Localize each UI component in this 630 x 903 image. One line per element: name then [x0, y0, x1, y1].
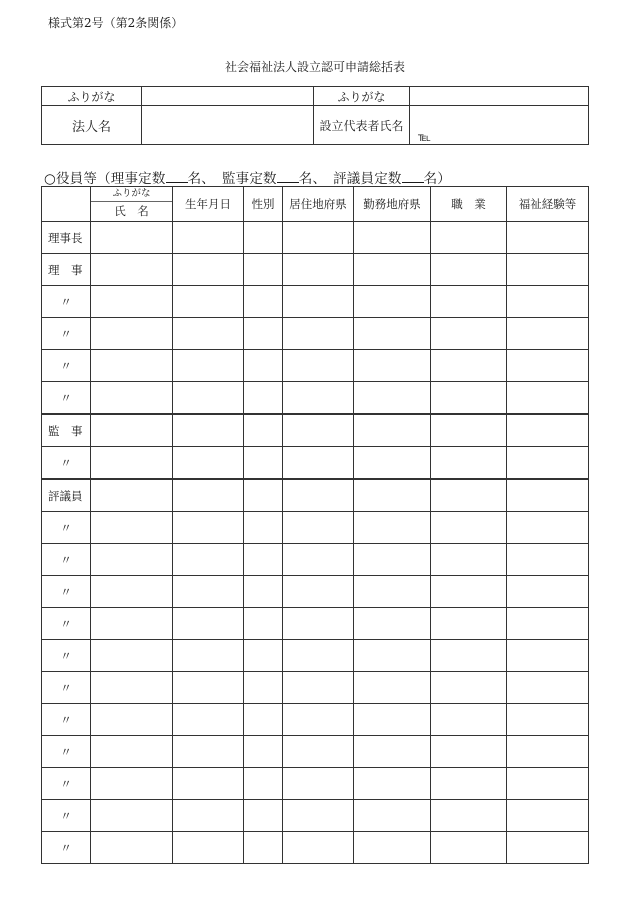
- name-header: [91, 187, 173, 222]
- welfare-experience-cell[interactable]: [507, 318, 589, 350]
- workplace-cell[interactable]: [354, 640, 431, 672]
- birthdate-cell[interactable]: [173, 800, 244, 832]
- sex-cell[interactable]: [244, 832, 283, 864]
- birthdate-cell[interactable]: [173, 832, 244, 864]
- corp-furigana-field[interactable]: [142, 87, 314, 106]
- sex-cell[interactable]: [244, 576, 283, 608]
- occupation-cell[interactable]: [431, 736, 507, 768]
- name-cell[interactable]: [91, 672, 173, 704]
- residence-cell[interactable]: [283, 350, 354, 382]
- occupation-cell[interactable]: [431, 254, 507, 286]
- officers-heading-suffix: 名）: [423, 171, 452, 187]
- sex-cell[interactable]: [244, 254, 283, 286]
- officers-rows: [42, 222, 589, 864]
- role-cell: 〃: [42, 832, 91, 864]
- founder-name-label: 設立代表者氏名: [314, 106, 410, 145]
- table-row: [42, 640, 589, 672]
- welfare-experience-cell[interactable]: [507, 672, 589, 704]
- residence-cell[interactable]: [283, 414, 354, 447]
- sex-header: 性別: [244, 187, 283, 222]
- birthdate-cell[interactable]: [173, 672, 244, 704]
- workplace-cell[interactable]: [354, 736, 431, 768]
- sex-cell[interactable]: [244, 350, 283, 382]
- officers-heading-mid1: 名、 監事定数: [187, 171, 277, 187]
- residence-cell[interactable]: [283, 544, 354, 576]
- occupation-cell[interactable]: [431, 832, 507, 864]
- table-row: [42, 222, 589, 254]
- welfare-experience-cell[interactable]: [507, 736, 589, 768]
- residence-cell[interactable]: [283, 286, 354, 318]
- table-row: [42, 318, 589, 350]
- name-cell[interactable]: [91, 447, 173, 480]
- name-cell[interactable]: [91, 286, 173, 318]
- sex-cell[interactable]: [244, 479, 283, 512]
- sex-cell[interactable]: [244, 704, 283, 736]
- welfare-experience-cell[interactable]: [507, 800, 589, 832]
- table-row: [42, 736, 589, 768]
- occupation-cell[interactable]: [431, 479, 507, 512]
- role-cell: 〃: [42, 382, 91, 415]
- birthdate-cell[interactable]: [173, 414, 244, 447]
- role-cell: 〃: [42, 286, 91, 318]
- birthdate-cell[interactable]: [173, 318, 244, 350]
- workplace-cell[interactable]: [354, 576, 431, 608]
- name-cell[interactable]: [91, 512, 173, 544]
- workplace-cell[interactable]: [354, 414, 431, 447]
- occupation-cell[interactable]: [431, 640, 507, 672]
- welfare-experience-cell[interactable]: [507, 576, 589, 608]
- sex-cell[interactable]: [244, 512, 283, 544]
- residence-cell[interactable]: [283, 608, 354, 640]
- table-row: [42, 544, 589, 576]
- sex-cell[interactable]: [244, 318, 283, 350]
- founder-furigana-label: ふりがな: [314, 87, 410, 106]
- sex-cell[interactable]: [244, 672, 283, 704]
- birthdate-cell[interactable]: [173, 544, 244, 576]
- name-cell[interactable]: [91, 382, 173, 415]
- birthdate-cell[interactable]: [173, 222, 244, 254]
- residence-cell[interactable]: [283, 447, 354, 480]
- sex-cell[interactable]: [244, 544, 283, 576]
- birthdate-cell[interactable]: [173, 736, 244, 768]
- name-cell[interactable]: [91, 544, 173, 576]
- role-cell: 〃: [42, 447, 91, 480]
- role-cell: 〃: [42, 640, 91, 672]
- name-cell[interactable]: [91, 254, 173, 286]
- occupation-cell[interactable]: [431, 608, 507, 640]
- occupation-cell[interactable]: [431, 576, 507, 608]
- role-cell: 〃: [42, 512, 91, 544]
- welfare-experience-header: 福祉経験等: [507, 187, 589, 222]
- workplace-cell[interactable]: [354, 800, 431, 832]
- welfare-experience-cell[interactable]: [507, 382, 589, 415]
- name-cell[interactable]: [91, 318, 173, 350]
- occupation-cell[interactable]: [431, 512, 507, 544]
- occupation-cell[interactable]: [431, 544, 507, 576]
- welfare-experience-cell[interactable]: [507, 479, 589, 512]
- sex-cell[interactable]: [244, 222, 283, 254]
- occupation-cell[interactable]: [431, 286, 507, 318]
- role-cell: 理 事: [42, 254, 91, 286]
- workplace-header: 勤務地府県: [354, 187, 431, 222]
- welfare-experience-cell[interactable]: [507, 286, 589, 318]
- workplace-cell[interactable]: [354, 254, 431, 286]
- welfare-experience-cell[interactable]: [507, 222, 589, 254]
- table-row: [42, 576, 589, 608]
- birthdate-cell[interactable]: [173, 254, 244, 286]
- role-cell: 〃: [42, 350, 91, 382]
- workplace-cell[interactable]: [354, 447, 431, 480]
- residence-cell[interactable]: [283, 512, 354, 544]
- residence-cell[interactable]: [283, 736, 354, 768]
- table-row: [42, 479, 589, 512]
- welfare-experience-cell[interactable]: [507, 414, 589, 447]
- birthdate-cell[interactable]: [173, 350, 244, 382]
- residence-cell[interactable]: [283, 576, 354, 608]
- workplace-cell[interactable]: [354, 544, 431, 576]
- workplace-cell[interactable]: [354, 672, 431, 704]
- role-cell: 〃: [42, 704, 91, 736]
- officers-table: [41, 186, 589, 864]
- role-cell: 〃: [42, 608, 91, 640]
- corp-info-table: [41, 86, 589, 145]
- birthdate-header: 生年月日: [173, 187, 244, 222]
- occupation-header: 職 業: [431, 187, 507, 222]
- residence-header: 居住地府県: [283, 187, 354, 222]
- officers-heading-mid2: 名、 評議員定数: [298, 171, 402, 187]
- occupation-cell[interactable]: [431, 800, 507, 832]
- workplace-cell[interactable]: [354, 318, 431, 350]
- workplace-cell[interactable]: [354, 286, 431, 318]
- welfare-experience-cell[interactable]: [507, 832, 589, 864]
- birthdate-cell[interactable]: [173, 704, 244, 736]
- name-cell[interactable]: [91, 576, 173, 608]
- name-cell[interactable]: [91, 608, 173, 640]
- corp-name-label: 法人名: [42, 106, 142, 145]
- workplace-cell[interactable]: [354, 832, 431, 864]
- founder-furigana-field[interactable]: [410, 87, 589, 106]
- workplace-cell[interactable]: [354, 222, 431, 254]
- table-row: [42, 608, 589, 640]
- welfare-experience-cell[interactable]: [507, 768, 589, 800]
- workplace-cell[interactable]: [354, 768, 431, 800]
- table-row: [42, 768, 589, 800]
- role-cell: 〃: [42, 318, 91, 350]
- table-row: [42, 704, 589, 736]
- residence-cell[interactable]: [283, 222, 354, 254]
- role-cell: 〃: [42, 800, 91, 832]
- birthdate-cell[interactable]: [173, 608, 244, 640]
- residence-cell[interactable]: [283, 640, 354, 672]
- role-cell: 監 事: [42, 414, 91, 447]
- role-cell: 理事長: [42, 222, 91, 254]
- table-row: [42, 512, 589, 544]
- table-row: [42, 672, 589, 704]
- corp-furigana-label: ふりがな: [42, 87, 142, 106]
- name-cell[interactable]: [91, 832, 173, 864]
- table-row: [42, 286, 589, 318]
- workplace-cell[interactable]: [354, 608, 431, 640]
- residence-cell[interactable]: [283, 800, 354, 832]
- occupation-cell[interactable]: [431, 672, 507, 704]
- role-cell: 〃: [42, 736, 91, 768]
- welfare-experience-cell[interactable]: [507, 640, 589, 672]
- table-row: [42, 350, 589, 382]
- occupation-cell[interactable]: [431, 768, 507, 800]
- occupation-cell[interactable]: [431, 447, 507, 480]
- role-cell: 〃: [42, 576, 91, 608]
- residence-cell[interactable]: [283, 318, 354, 350]
- table-row: [42, 382, 589, 415]
- occupation-cell[interactable]: [431, 350, 507, 382]
- name-cell[interactable]: [91, 736, 173, 768]
- birthdate-cell[interactable]: [173, 479, 244, 512]
- birthdate-cell[interactable]: [173, 768, 244, 800]
- role-cell: 評議員: [42, 479, 91, 512]
- table-row: [42, 254, 589, 286]
- founder-name-field[interactable]: [410, 106, 589, 145]
- birthdate-cell[interactable]: [173, 447, 244, 480]
- welfare-experience-cell[interactable]: [507, 704, 589, 736]
- sex-cell[interactable]: [244, 414, 283, 447]
- residence-cell[interactable]: [283, 479, 354, 512]
- corp-name-field[interactable]: [142, 106, 314, 145]
- sex-cell[interactable]: [244, 447, 283, 480]
- welfare-experience-cell[interactable]: [507, 512, 589, 544]
- residence-cell[interactable]: [283, 704, 354, 736]
- birthdate-cell[interactable]: [173, 576, 244, 608]
- workplace-cell[interactable]: [354, 382, 431, 415]
- officers-heading: [44, 167, 451, 187]
- name-cell[interactable]: [91, 350, 173, 382]
- table-row: [42, 447, 589, 480]
- sex-cell[interactable]: [244, 768, 283, 800]
- welfare-experience-cell[interactable]: [507, 608, 589, 640]
- birthdate-cell[interactable]: [173, 640, 244, 672]
- birthdate-cell[interactable]: [173, 512, 244, 544]
- name-cell[interactable]: [91, 640, 173, 672]
- occupation-cell[interactable]: [431, 382, 507, 415]
- welfare-experience-cell[interactable]: [507, 254, 589, 286]
- occupation-cell[interactable]: [431, 414, 507, 447]
- name-cell[interactable]: [91, 768, 173, 800]
- occupation-cell[interactable]: [431, 222, 507, 254]
- residence-cell[interactable]: [283, 254, 354, 286]
- table-row: [42, 800, 589, 832]
- workplace-cell[interactable]: [354, 479, 431, 512]
- welfare-experience-cell[interactable]: [507, 447, 589, 480]
- sex-cell[interactable]: [244, 608, 283, 640]
- name-header-label: 氏 名: [114, 204, 149, 218]
- sex-cell[interactable]: [244, 800, 283, 832]
- officers-heading-prefix: ○役員等（理事定数: [44, 171, 166, 187]
- auditor-count-blank[interactable]: [277, 170, 299, 183]
- sex-cell[interactable]: [244, 640, 283, 672]
- welfare-experience-cell[interactable]: [507, 544, 589, 576]
- welfare-experience-cell[interactable]: [507, 350, 589, 382]
- form-number: 様式第2号（第2条関係）: [48, 16, 184, 30]
- birthdate-cell[interactable]: [173, 286, 244, 318]
- name-cell[interactable]: [91, 704, 173, 736]
- name-cell[interactable]: [91, 222, 173, 254]
- councilor-count-blank[interactable]: [402, 170, 424, 183]
- table-row: [42, 414, 589, 447]
- workplace-cell[interactable]: [354, 512, 431, 544]
- table-row: [42, 832, 589, 864]
- workplace-cell[interactable]: [354, 350, 431, 382]
- role-cell: 〃: [42, 544, 91, 576]
- director-count-blank[interactable]: [166, 170, 188, 183]
- sex-cell[interactable]: [244, 286, 283, 318]
- sex-cell[interactable]: [244, 736, 283, 768]
- name-cell[interactable]: [91, 800, 173, 832]
- birthdate-cell[interactable]: [173, 382, 244, 415]
- workplace-cell[interactable]: [354, 704, 431, 736]
- sex-cell[interactable]: [244, 382, 283, 415]
- role-cell: 〃: [42, 672, 91, 704]
- role-header: [42, 187, 91, 222]
- residence-cell[interactable]: [283, 832, 354, 864]
- name-header-furigana: ふりがな: [91, 187, 172, 202]
- occupation-cell[interactable]: [431, 318, 507, 350]
- residence-cell[interactable]: [283, 672, 354, 704]
- document-title: 社会福祉法人設立認可申請総括表: [224, 60, 405, 74]
- tel-label: ℡: [418, 130, 431, 144]
- role-cell: 〃: [42, 768, 91, 800]
- residence-cell[interactable]: [283, 768, 354, 800]
- residence-cell[interactable]: [283, 382, 354, 415]
- occupation-cell[interactable]: [431, 704, 507, 736]
- name-cell[interactable]: [91, 414, 173, 447]
- name-cell[interactable]: [91, 479, 173, 512]
